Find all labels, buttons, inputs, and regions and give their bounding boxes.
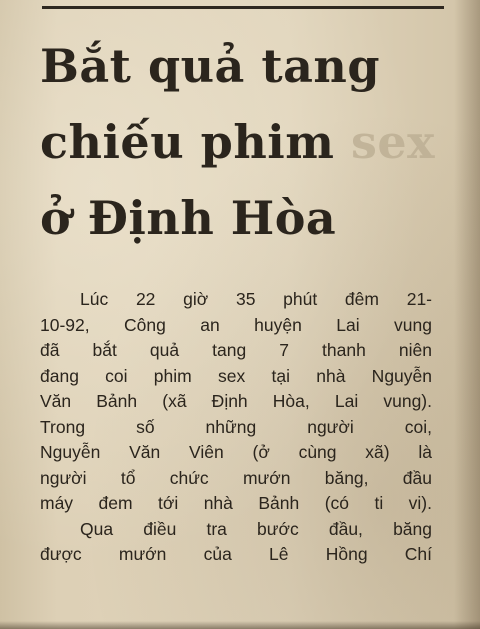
article-line: Lúc 22 giờ 35 phút đêm 21-	[80, 289, 432, 309]
bottom-edge-shadow	[0, 621, 480, 629]
headline-line-2	[40, 104, 460, 180]
article-line: Qua điều tra bước đầu, băng	[80, 518, 432, 539]
headline	[40, 28, 460, 256]
article-line: đã bắt quả tang 7 thanh niên	[40, 340, 432, 360]
article-line: đang coi phim sex tại nhà Nguyễn	[40, 365, 432, 386]
article-line: Trong số những người coi,	[40, 416, 432, 437]
article-line: Nguyễn Văn Viên (ở cùng xã) là	[40, 442, 432, 462]
headline-line-3: ở Định Hòa	[40, 191, 337, 245]
headline-line-1: Bắt quả tang	[40, 39, 381, 93]
article-line: máy đem tới nhà Bảnh (có ti vi).	[40, 493, 432, 513]
article-line: được mướn của Lê Hồng Chí	[40, 544, 432, 564]
top-rule	[42, 6, 444, 9]
article-line: người tổ chức mướn băng, đầu	[40, 467, 432, 488]
headline-line-2-text: chiếu phim	[40, 115, 351, 169]
article-line: Văn Bảnh (xã Định Hòa, Lai vung).	[40, 391, 432, 411]
page-edge-shadow	[454, 0, 480, 629]
headline-faded-word: sex	[350, 115, 436, 169]
article-body	[40, 287, 432, 568]
article-line: 10-92, Công an huyện Lai vung	[40, 314, 432, 335]
